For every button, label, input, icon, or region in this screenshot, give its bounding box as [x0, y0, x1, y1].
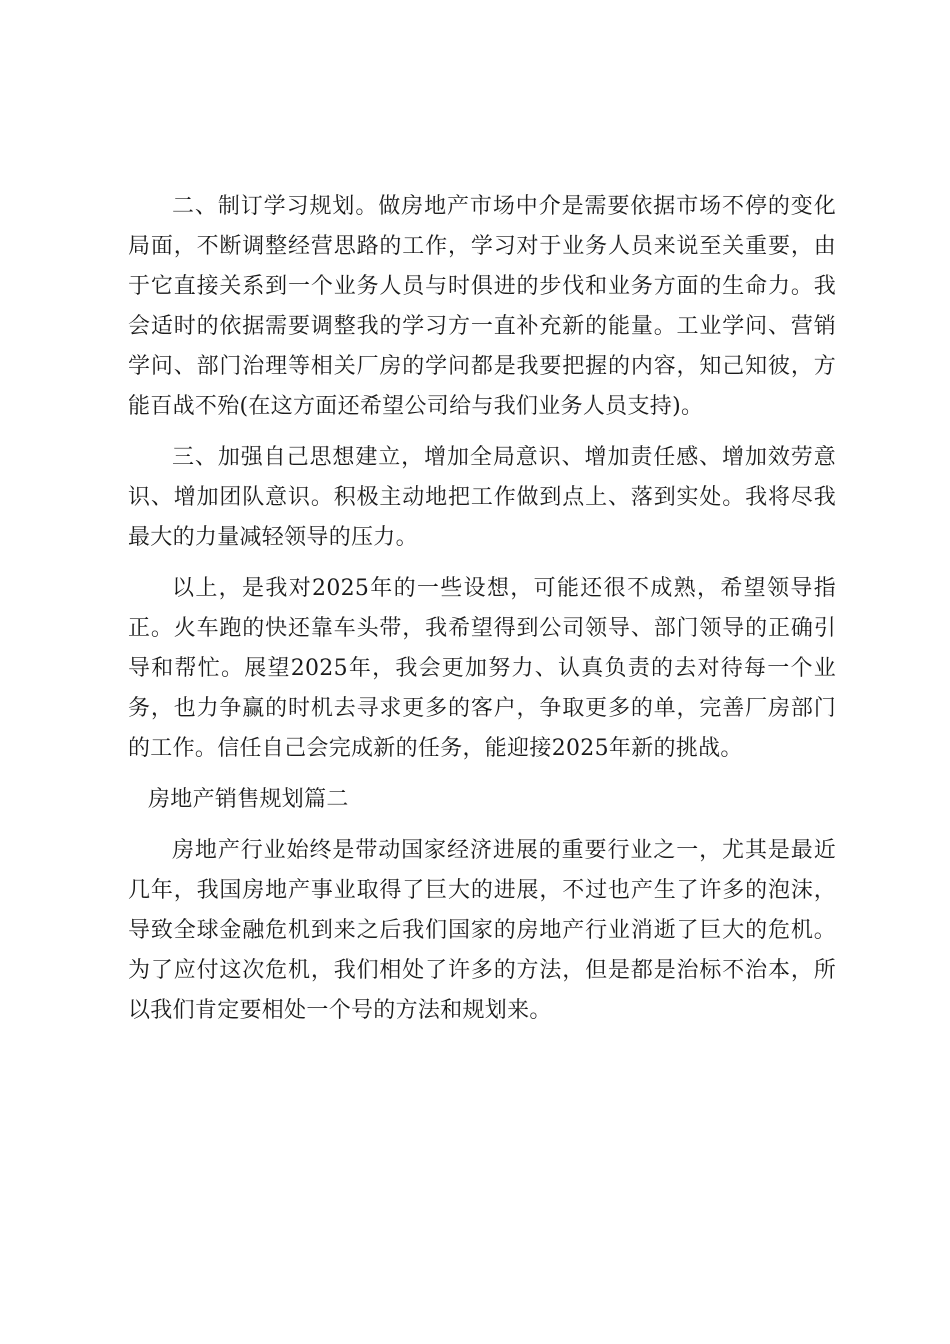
document-body: [128, 187, 836, 1042]
paragraph-summary: 以上，是我对2025年的一些设想，可能还很不成熟，希望领导指正。火车跑的快还靠车头带，我希望得到公司领导、部门领导的正确引导和帮忙。展望2025年，我会更加努力、认真负责的去对待每一个业务，也力争赢的时机去寻求更多的客户，争取更多的单，完善厂房部门的工作。信任自己会完成新的任务，能迎接2025年新的挑战。: [128, 576, 836, 761]
paragraph-industry: 房地产行业始终是带动国家经济进展的重要行业之一，尤其是最近几年，我国房地产事业取得了巨大的进展，不过也产生了许多的泡沫，导致全球金融危机到来之后我们国家的房地产行业消逝了巨大的危机。为了应付这次危机，我们相处了许多的方法，但是都是治标不治本，所以我们肯定要相处一个号的方法和规划来。: [128, 838, 836, 1023]
paragraph-study-plan: 二、制订学习规划。做房地产市场中介是需要依据市场不停的变化局面，不断调整经营思路的工作，学习对于业务人员来说至关重要，由于它直接关系到一个业务人员与时俱进的步伐和业务方面的生命力。我会适时的依据需要调整我的学习方一直补充新的能量。工业学问、营销学问、部门治理等相关厂房的学问都是我要把握的内容，知己知彼，方能百战不殆(在这方面还希望公司给与我们业务人员支持)。: [128, 194, 836, 419]
paragraph-ideology: 三、加强自己思想建立，增加全局意识、增加责任感、增加效劳意识、增加团队意识。积极主动地把工作做到点上、落到实处。我将尽我最大的力量减轻领导的压力。: [128, 445, 836, 550]
section-heading: 房地产销售规划篇二: [148, 787, 349, 812]
